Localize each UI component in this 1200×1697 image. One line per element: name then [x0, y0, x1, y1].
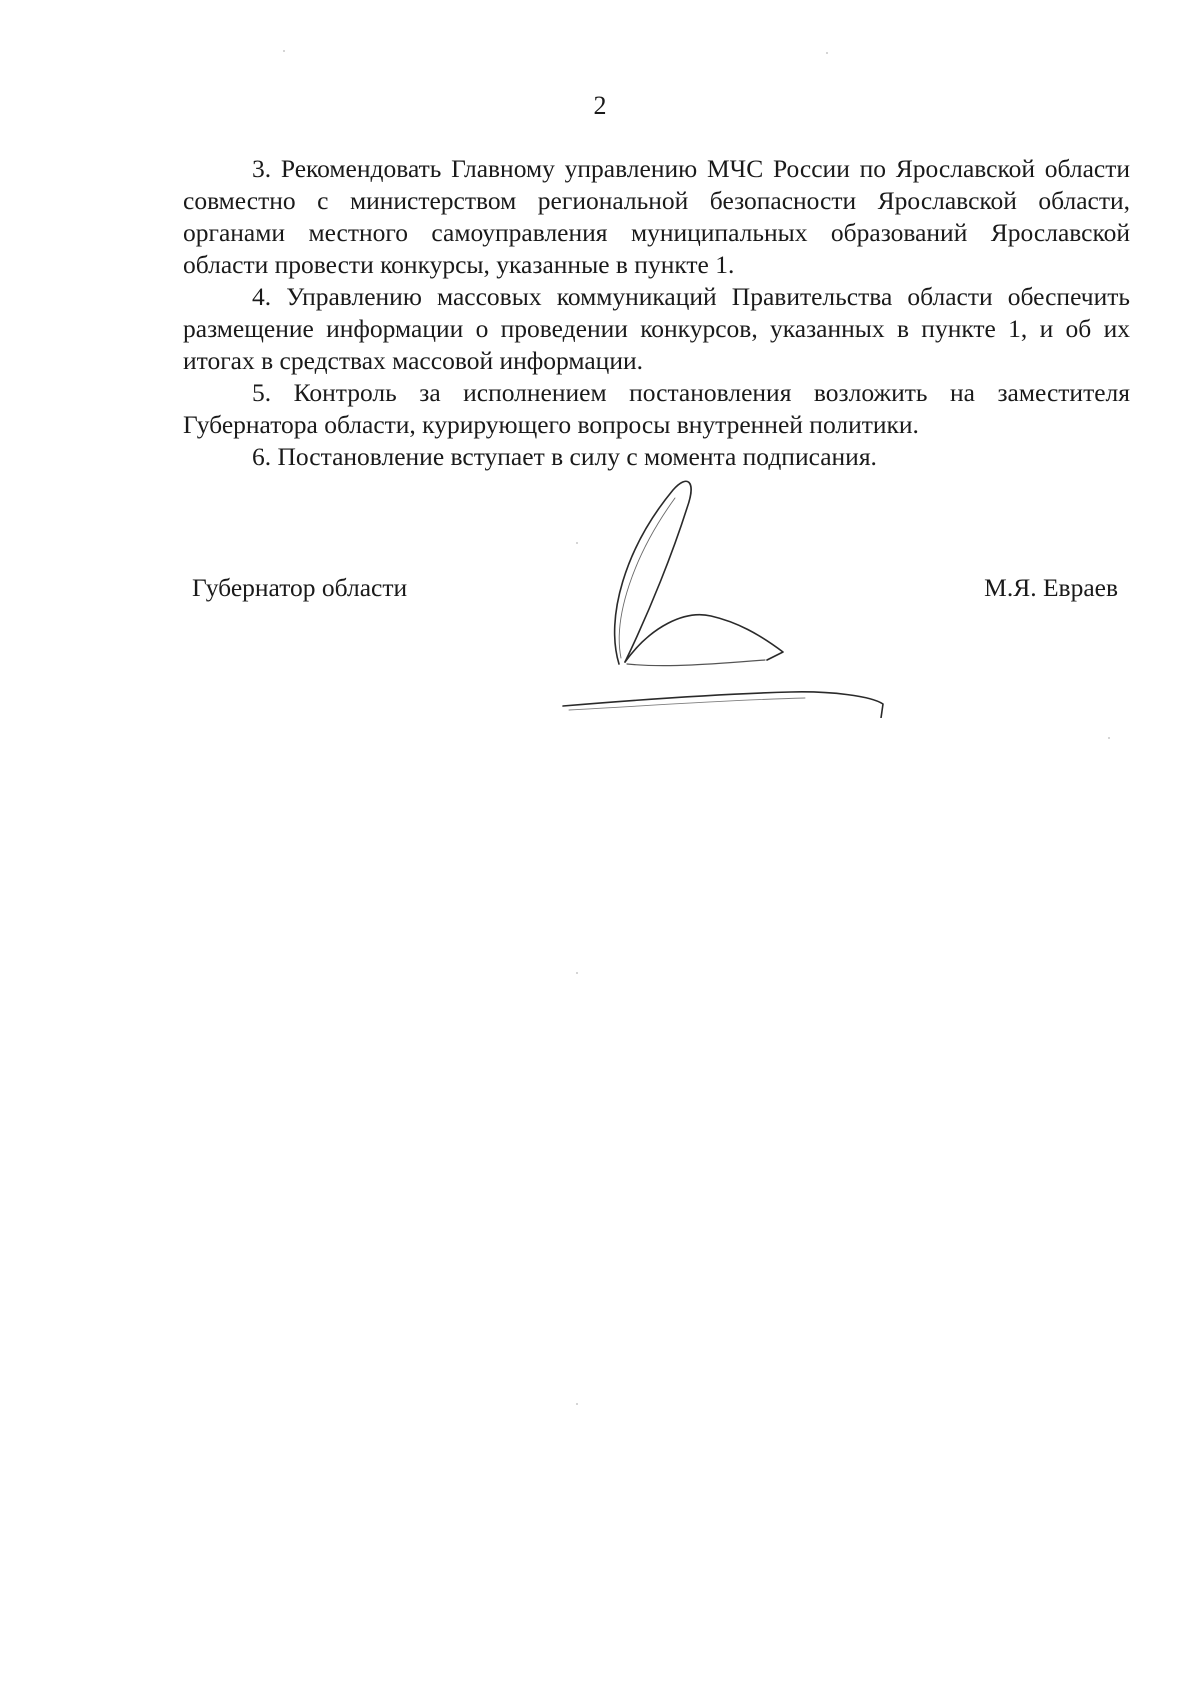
scan-speck — [283, 50, 285, 52]
signer-name: М.Я. Евраев — [984, 573, 1118, 602]
page-number: 2 — [593, 91, 607, 120]
scan-speck — [1108, 737, 1110, 739]
scan-speck — [826, 52, 828, 54]
paragraph-6: 6. Постановление вступает в силу с момента подписания. — [252, 442, 877, 471]
scan-speck — [576, 542, 578, 544]
scan-speck — [576, 1403, 578, 1405]
handwritten-signature — [555, 468, 935, 718]
paragraph-4: 4. Управлению массовых коммуникаций Правительства области обеспечить размещение информации о проведении конкурсов, указанных в пункте 1, и об их итогах в средствах массовой информации. — [183, 282, 1130, 375]
signer-title: Губернатор области — [192, 573, 408, 602]
document-body — [183, 153, 1130, 473]
paragraph-3: 3. Рекомендовать Главному управлению МЧС России по Ярославской области совместно с министерством региональной безопасности Ярославской области, органами местного самоуправления муниципальных образований Ярославской области провести конкурсы, указанные в пункте 1. — [183, 154, 1130, 279]
paragraph-5: 5. Контроль за исполнением постановления возложить на заместителя Губернатора области, курирующего вопросы внутренней политики. — [183, 378, 1130, 439]
scan-speck — [576, 972, 578, 974]
